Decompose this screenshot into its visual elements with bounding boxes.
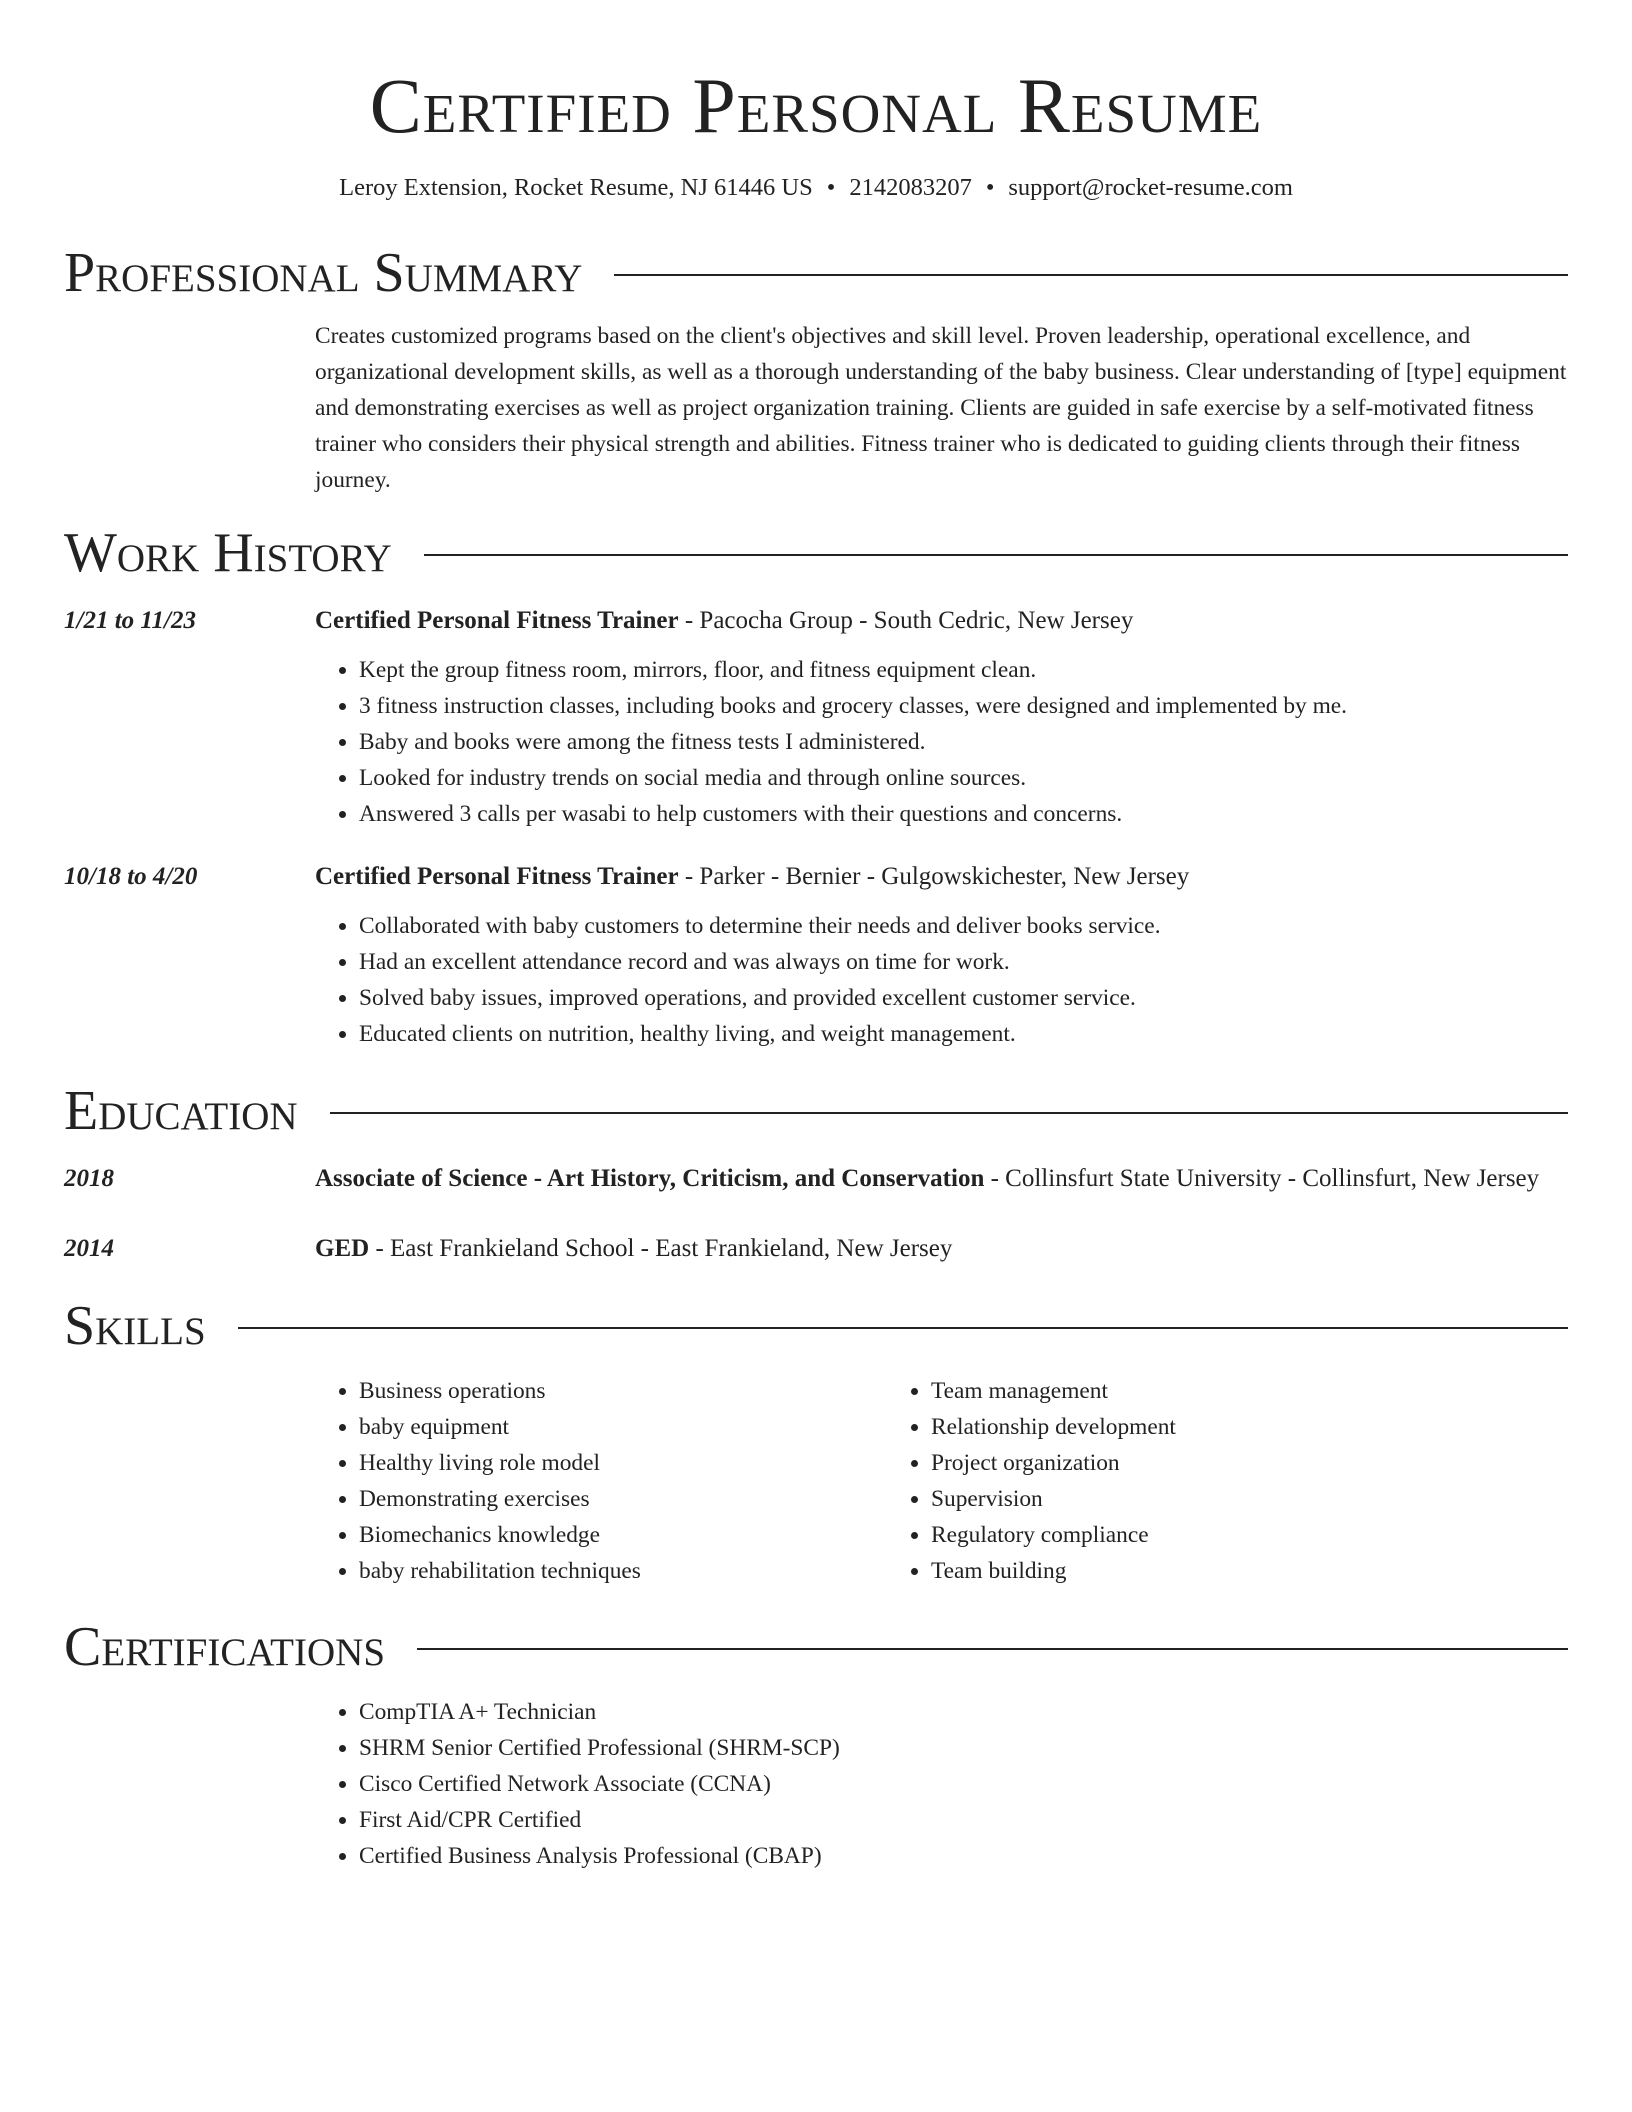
education-body bbox=[315, 1229, 1568, 1268]
education-details: - East Frankieland School - East Frankieland, New Jersey bbox=[369, 1235, 953, 1262]
list-item: • Baby and books were among the fitness tests I administered. bbox=[359, 724, 1568, 760]
skills-row bbox=[64, 1373, 1568, 1589]
list-item: • Team management bbox=[931, 1373, 1459, 1409]
education-entry bbox=[64, 1229, 1568, 1268]
certifications-section bbox=[64, 1615, 1568, 1874]
education-heading bbox=[64, 1079, 1568, 1143]
job-duties bbox=[315, 652, 1568, 832]
certifications-list bbox=[315, 1694, 1568, 1874]
job-details: - Pacocha Group - South Cedric, New Jersey bbox=[678, 607, 1134, 634]
section-title-skills: Skills bbox=[64, 1295, 206, 1357]
list-item: • First Aid/CPR Certified bbox=[359, 1802, 1568, 1838]
list-item: • Solved baby issues, improved operations, and provided excellent customer service. bbox=[359, 980, 1568, 1016]
section-divider bbox=[424, 554, 1568, 556]
work-heading bbox=[64, 521, 1568, 585]
education-details: - Collinsfurt State University - Collinsfurt, New Jersey bbox=[984, 1165, 1540, 1192]
education-degree: GED bbox=[315, 1235, 370, 1262]
list-item: • Cisco Certified Network Associate (CCNA) bbox=[359, 1766, 1568, 1802]
list-item: • Kept the group fitness room, mirrors, floor, and fitness equipment clean. bbox=[359, 652, 1568, 688]
contact-phone: 2142083207 bbox=[849, 174, 972, 201]
section-title-certifications: Certifications bbox=[64, 1616, 386, 1678]
skills-column-right bbox=[887, 1373, 1459, 1589]
list-item: • Business operations bbox=[359, 1373, 887, 1409]
list-item: • Relationship development bbox=[931, 1409, 1459, 1445]
list-item: • Team building bbox=[931, 1553, 1459, 1589]
work-section bbox=[64, 521, 1568, 1052]
job-dates: 1/21 to 11/23 bbox=[64, 607, 196, 634]
list-item: • CompTIA A+ Technician bbox=[359, 1694, 1568, 1730]
job-heading bbox=[315, 857, 1568, 896]
section-title-summary: Professional Summary bbox=[64, 242, 583, 304]
skills-grid bbox=[315, 1373, 1568, 1589]
resume-header bbox=[64, 58, 1568, 204]
skills-column-left bbox=[315, 1373, 887, 1589]
list-item: • 3 fitness instruction classes, including books and grocery classes, were designed and implemented by me. bbox=[359, 688, 1568, 724]
job-title: Certified Personal Fitness Trainer bbox=[315, 863, 679, 890]
job-heading bbox=[315, 601, 1568, 640]
job-dates: 10/18 to 4/20 bbox=[64, 863, 198, 890]
education-year: 2014 bbox=[64, 1235, 114, 1262]
job-body bbox=[315, 857, 1568, 1052]
resume-page bbox=[64, 0, 1568, 1874]
education-year: 2018 bbox=[64, 1165, 114, 1192]
summary-row bbox=[64, 318, 1568, 498]
education-section bbox=[64, 1079, 1568, 1268]
section-divider bbox=[614, 274, 1568, 276]
list-item: • Healthy living role model bbox=[359, 1445, 887, 1481]
job-title: Certified Personal Fitness Trainer bbox=[315, 607, 679, 634]
section-divider bbox=[417, 1648, 1568, 1650]
contact-separator: • bbox=[985, 174, 995, 201]
contact-line bbox=[64, 172, 1568, 204]
list-item: • Project organization bbox=[931, 1445, 1459, 1481]
contact-address: Leroy Extension, Rocket Resume, NJ 61446 US bbox=[339, 174, 813, 201]
certifications-row bbox=[64, 1694, 1568, 1874]
education-body bbox=[315, 1159, 1568, 1198]
section-divider bbox=[238, 1327, 1568, 1329]
job-details: - Parker - Bernier - Gulgowskichester, New Jersey bbox=[678, 863, 1190, 890]
summary-section bbox=[64, 241, 1568, 498]
list-item: • SHRM Senior Certified Professional (SHRM-SCP) bbox=[359, 1730, 1568, 1766]
list-item: • Looked for industry trends on social media and through online sources. bbox=[359, 760, 1568, 796]
job-entry bbox=[64, 601, 1568, 832]
contact-separator: • bbox=[826, 174, 836, 201]
list-item: • Answered 3 calls per wasabi to help customers with their questions and concerns. bbox=[359, 796, 1568, 832]
summary-text: Creates customized programs based on the client's objectives and skill level. Proven leadership, operational excellence, and organizational development skills, as well as a thorough understanding of the baby business. Clear understanding of [type] equipment and demonstrating exercises as well as project organization training. Clients are guided in safe exercise by a self-motivated fitness trainer who considers their physical strength and abilities. Fitness trainer who is dedicated to guiding clients through their fitness journey. bbox=[315, 323, 1567, 493]
summary-heading bbox=[64, 241, 1568, 305]
section-divider bbox=[330, 1112, 1568, 1114]
list-item: • Collaborated with baby customers to determine their needs and deliver books service. bbox=[359, 908, 1568, 944]
list-item: • Biomechanics knowledge bbox=[359, 1517, 887, 1553]
contact-email: support@rocket-resume.com bbox=[1008, 174, 1293, 201]
job-entry bbox=[64, 857, 1568, 1052]
list-item: • Educated clients on nutrition, healthy living, and weight management. bbox=[359, 1016, 1568, 1052]
skills-section bbox=[64, 1294, 1568, 1589]
resume-name: Certified Personal Resume bbox=[369, 62, 1263, 149]
list-item: • baby rehabilitation techniques bbox=[359, 1553, 887, 1589]
certifications-heading bbox=[64, 1615, 1568, 1679]
list-item: • Certified Business Analysis Professional (CBAP) bbox=[359, 1838, 1568, 1874]
skills-heading bbox=[64, 1294, 1568, 1358]
job-body bbox=[315, 601, 1568, 832]
education-entry bbox=[64, 1159, 1568, 1198]
job-duties bbox=[315, 908, 1568, 1052]
certifications-body bbox=[315, 1694, 1568, 1874]
list-item: • baby equipment bbox=[359, 1409, 887, 1445]
list-item: • Demonstrating exercises bbox=[359, 1481, 887, 1517]
section-title-education: Education bbox=[64, 1080, 298, 1142]
education-degree: Associate of Science - Art History, Criticism, and Conservation bbox=[315, 1165, 985, 1192]
list-item: • Regulatory compliance bbox=[931, 1517, 1459, 1553]
list-item: • Supervision bbox=[931, 1481, 1459, 1517]
list-item: • Had an excellent attendance record and was always on time for work. bbox=[359, 944, 1568, 980]
section-title-work: Work History bbox=[64, 522, 392, 584]
